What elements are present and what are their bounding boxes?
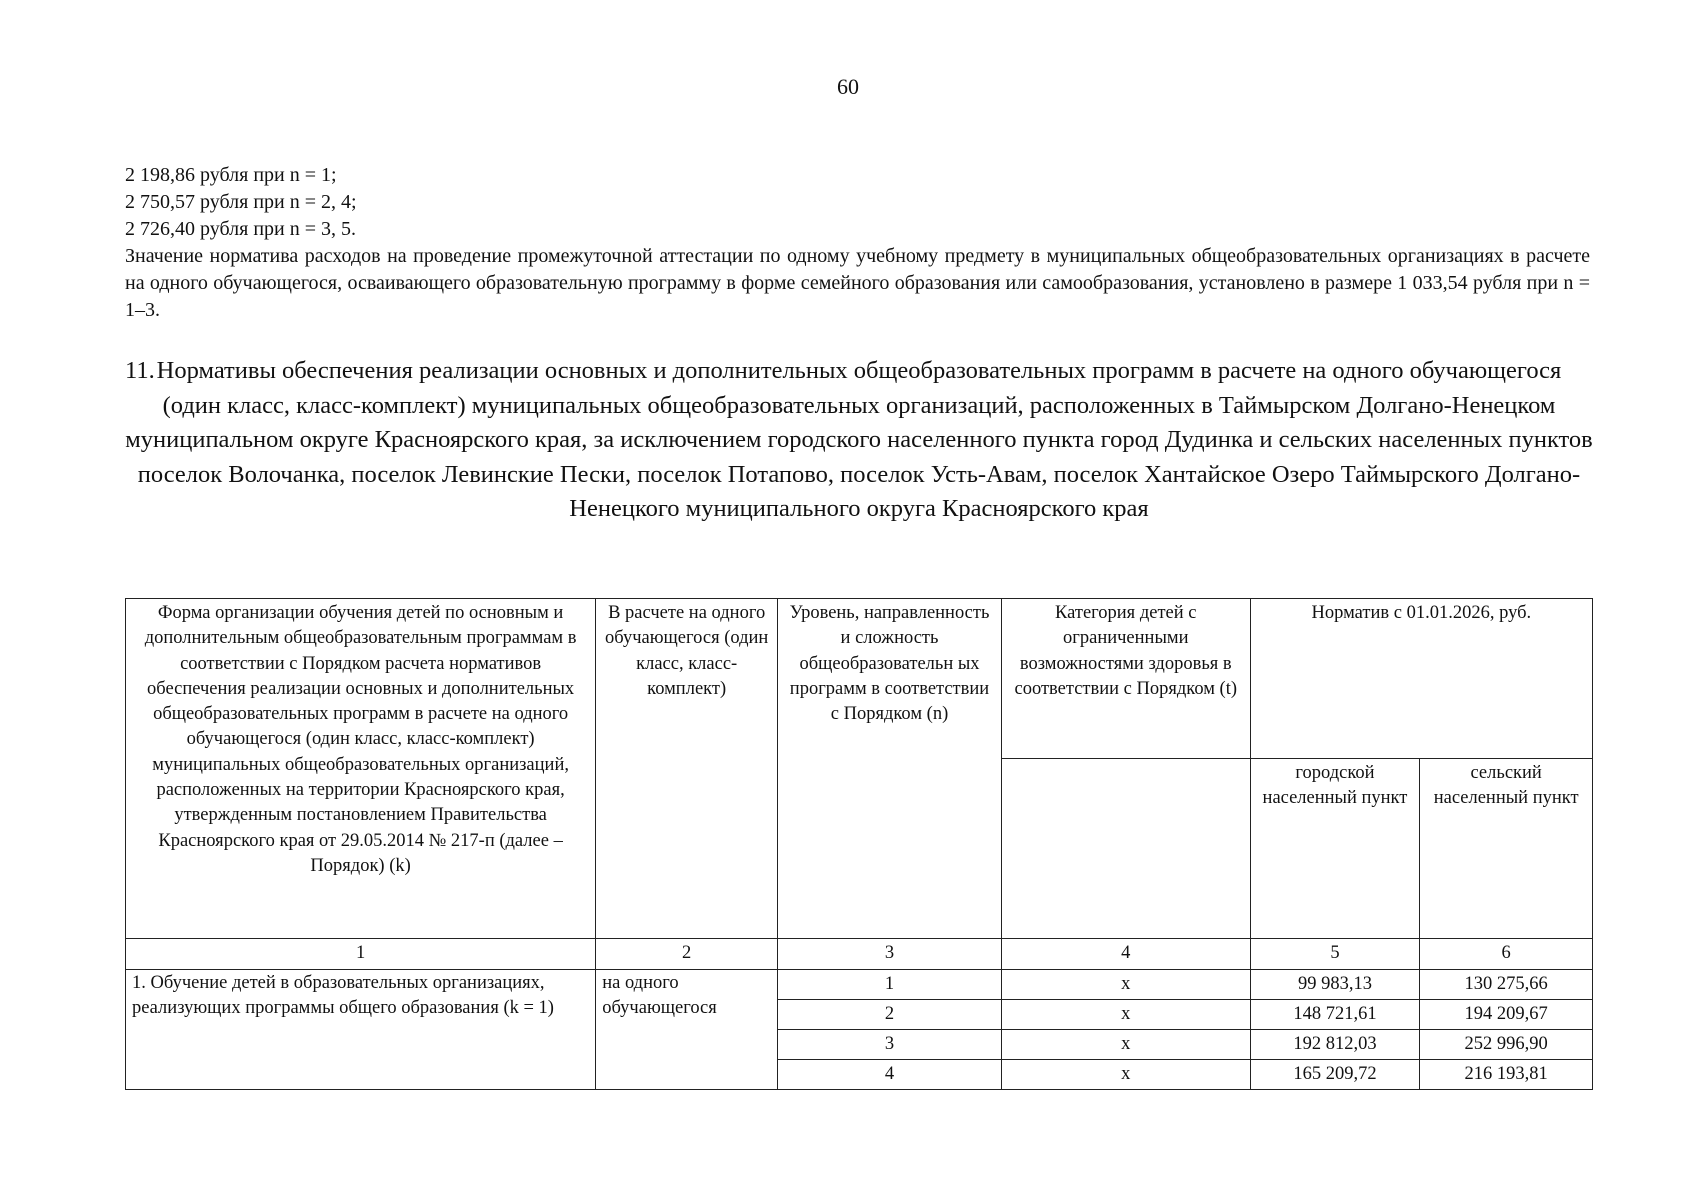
column-number: 5 [1250,939,1420,970]
column-number: 3 [778,939,1002,970]
header-norm: Норматив с 01.01.2026, руб. [1250,599,1592,759]
header-category: Категория детей с ограниченными возможностями здоровья в соответствии с Порядком (t) [1001,599,1250,759]
urban-value-cell: 192 812,03 [1250,1030,1420,1060]
group-per-unit-cell: на одного обучающегося [596,970,778,1090]
rural-value-cell: 130 275,66 [1420,970,1593,1000]
rural-value-cell: 252 996,90 [1420,1030,1593,1060]
header-per-unit: В расчете на одного обучающегося (один класс, класс-комплект) [596,599,778,939]
column-number: 1 [126,939,596,970]
header-form: Форма организации обучения детей по основным и дополнительным общеобразовательным программам в соответствии с Порядком расчета нормативов обеспечения реализации основных и дополнительных общеобразовательных программ в расчете на одного обучающегося (один класс, класс-комплект) муниципальных общеобразовательных организаций, расположенных на территории Красноярского края, утвержденным постановлением Правительства Красноярского края от 29.05.2014 № 217-п (далее – Порядок) (k) [126,599,596,939]
page-number: 60 [837,74,859,99]
column-number: 4 [1001,939,1250,970]
level-cell: 2 [778,1000,1002,1030]
table-row [126,970,1593,1000]
category-cell: х [1001,970,1250,1000]
level-cell: 1 [778,970,1002,1000]
rural-value-cell: 216 193,81 [1420,1060,1593,1090]
intro-paragraph: Значение норматива расходов на проведение промежуточной аттестации по одному учебному предмету в муниципальных общеобразовательных организациях в расчете на одного обучающегося, осваивающего образовательную программу в форме семейного образования или самообразования, установлено в размере 1 033,54 рубля при n = 1–3. [125,245,1590,321]
intro-line: 2 750,57 рубля при n = 2, 4; [125,191,357,213]
section-heading [125,354,1593,527]
rural-value-cell: 194 209,67 [1420,1000,1593,1030]
intro-block [125,162,1590,324]
level-cell: 3 [778,1030,1002,1060]
urban-value-cell: 148 721,61 [1250,1000,1420,1030]
header-rural: сельский населенный пункт [1420,759,1593,939]
norms-table [125,598,1593,1090]
group-form-cell: 1. Обучение детей в образовательных организациях, реализующих программы общего образования (k = 1) [126,970,596,1090]
category-cell: х [1001,1000,1250,1030]
section-title: Нормативы обеспечения реализации основных и дополнительных общеобразовательных программ в расчете на одного обучающегося (один класс, класс-комплект) муниципальных общеобразовательных организаций, расположенных в Таймырском Долгано-Ненецком муниципальном округе Красноярского края, за исключением городского населенного пункта город Дудинка и сельских населенных пунктов поселок Волочанка, поселок Левинские Пески, поселок Потапово, поселок Усть-Авам, поселок Хантайское Озеро Таймырского Долгано-Ненецкого муниципального округа Красноярского края [125,357,1593,522]
category-cell: х [1001,1030,1250,1060]
level-cell: 4 [778,1060,1002,1090]
intro-line: 2 198,86 рубля при n = 1; [125,164,337,186]
column-numbers-row [126,939,1593,970]
column-number: 6 [1420,939,1593,970]
intro-line: 2 726,40 рубля при n = 3, 5. [125,218,357,240]
header-urban: городской населенный пункт [1250,759,1420,939]
section-number: 11. [125,357,155,384]
urban-value-cell: 99 983,13 [1250,970,1420,1000]
header-category-blank [1001,759,1250,939]
category-cell: х [1001,1060,1250,1090]
header-level: Уровень, направленность и сложность общеобразовательн ых программ в соответствии с Порядком (n) [778,599,1002,939]
column-number: 2 [596,939,778,970]
urban-value-cell: 165 209,72 [1250,1060,1420,1090]
